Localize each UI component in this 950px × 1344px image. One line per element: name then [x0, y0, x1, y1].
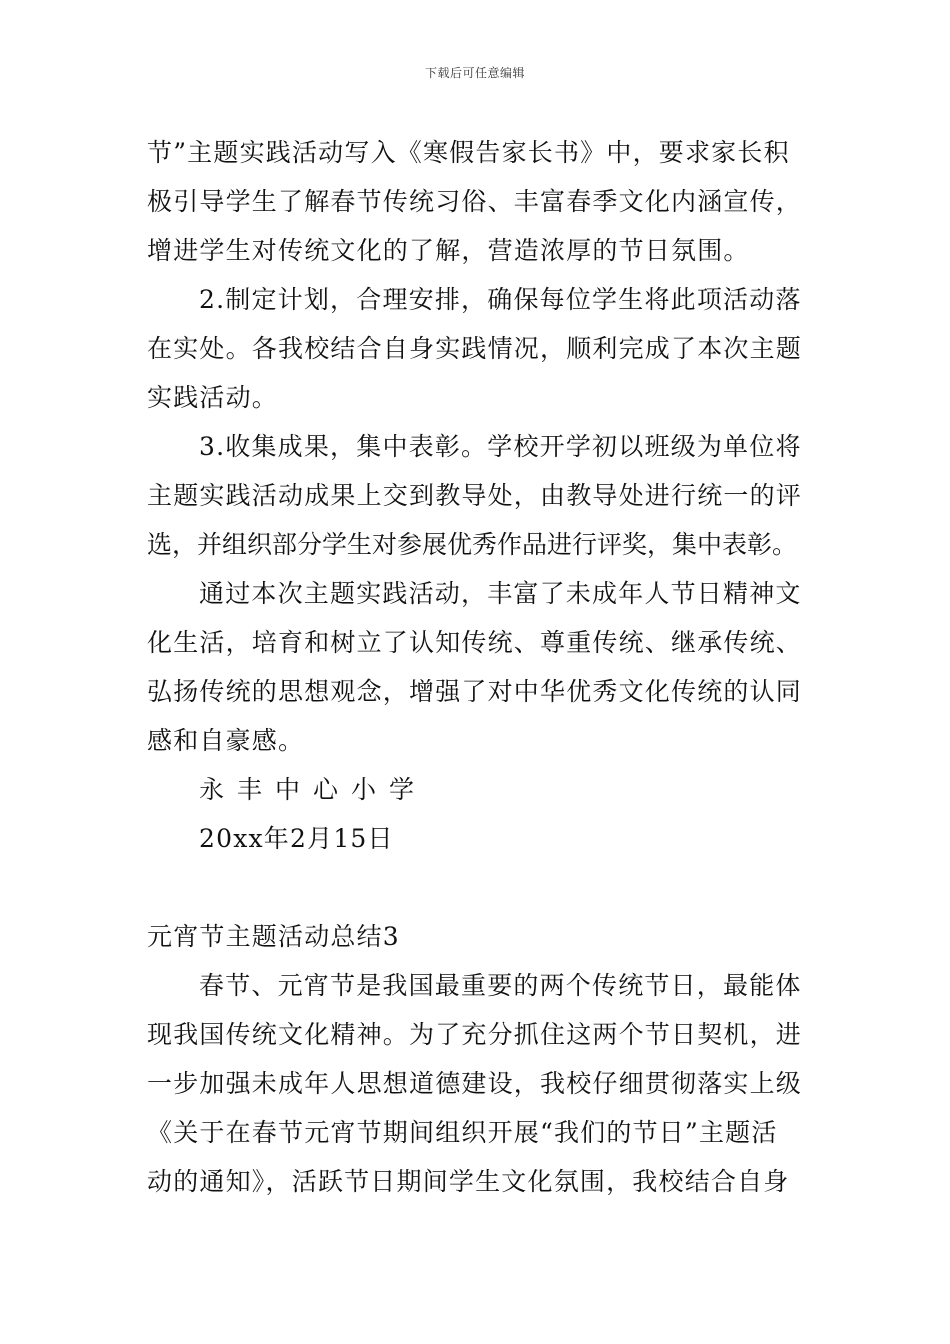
- text-line: 极引导学生了解春节传统习俗、丰富春季文化内涵宣传，: [147, 187, 803, 216]
- page-header-note: 下载后可任意编辑: [424, 66, 525, 80]
- text-line: 《关于在春节元宵节期间组织开展“我们的节日”主题活: [147, 1118, 778, 1147]
- paragraph-first-line: 春节、元宵节是我国最重要的两个传统节日，最能体: [199, 971, 802, 1000]
- paragraph-first-line: 2.制定计划，合理安排，确保每位学生将此项活动落: [199, 285, 802, 314]
- text-line: 主题实践活动成果上交到教导处，由教导处进行统一的评: [147, 481, 803, 510]
- text-line: 在实处。各我校结合自身实践情况，顺利完成了本次主题: [147, 334, 803, 363]
- blank-line: [147, 863, 812, 912]
- document-body: [147, 128, 812, 1206]
- text-line: 弘扬传统的思想观念，增强了对中华优秀文化传统的认同: [147, 677, 803, 706]
- text-line: 节”主题实践活动写入《寒假告家长书》中，要求家长积: [147, 138, 790, 167]
- text-line: 感和自豪感。: [147, 726, 305, 755]
- text-line: 化生活，培育和树立了认知传统、尊重传统、继承传统、: [147, 628, 803, 657]
- text-line: 实践活动。: [147, 383, 279, 412]
- signature-school: 永丰中心小学: [199, 775, 428, 804]
- paragraph-first-line: 3.收集成果，集中表彰。学校开学初以班级为单位将: [199, 432, 802, 461]
- text-line: 一步加强未成年人思想道德建设，我校仔细贯彻落实上级: [147, 1069, 803, 1098]
- text-line: 选，并组织部分学生对参展优秀作品进行评奖，集中表彰。: [147, 530, 798, 559]
- text-line: 现我国传统文化精神。为了充分抓住这两个节日契机，进: [147, 1020, 803, 1049]
- text-line: 动的通知》，活跃节日期间学生文化氛围，我校结合自身: [147, 1167, 790, 1196]
- section-title: 元宵节主题活动总结3: [147, 922, 400, 951]
- paragraph-first-line: 通过本次主题实践活动，丰富了未成年人节日精神文: [199, 579, 802, 608]
- text-line: 增进学生对传统文化的了解，营造浓厚的节日氛围。: [147, 236, 750, 265]
- signature-date: 20xx年2月15日: [199, 824, 394, 853]
